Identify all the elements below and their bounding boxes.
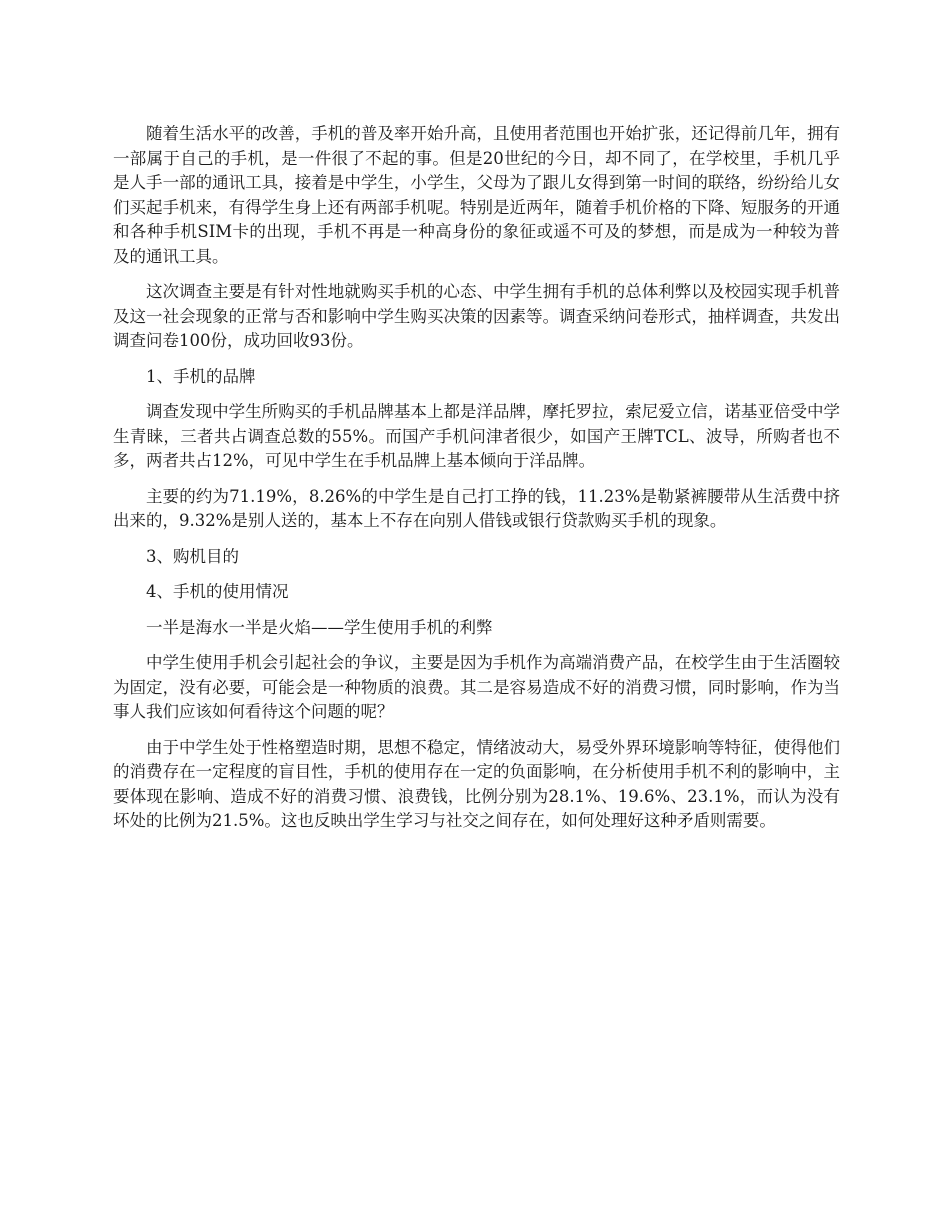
section-heading-purpose: 3、购机目的 xyxy=(146,546,239,566)
subheading-pros-cons: 一半是海水一半是火焰——学生使用手机的利弊 xyxy=(146,617,493,637)
document-body xyxy=(113,122,840,845)
intro-paragraph: 随着生活水平的改善，手机的普及率开始升高，且使用者范围也开始扩张，还记得前几年，拥有一部属于自己的手机，是一件很了不起的事。但是20世纪的今日，却不同了，在学校里，手机几乎是人手一部的通讯工具，接着是中学生，小学生，父母为了跟儿女得到第一时间的联络，纷纷给儿女们买起手机来，有得学生身上还有两部手机呢。特别是近两年，随着手机价格的下降、短服务的开通和各种手机SIM卡的出现，手机不再是一种高身份的象征或遥不可及的梦想，而是成为一种较为普及的通讯工具。 xyxy=(113,124,840,266)
section-heading-brand: 1、手机的品牌 xyxy=(146,366,256,386)
controversy-paragraph: 中学生使用手机会引起社会的争议，主要是因为手机作为高端消费产品，在校学生由于生活圈较为固定，没有必要，可能会是一种物质的浪费。其二是容易造成不好的消费习惯，同时影响，作为当事人我们应该如何看待这个问题的呢？ xyxy=(113,653,840,721)
section-heading-usage: 4、手机的使用情况 xyxy=(146,582,289,601)
impact-paragraph: 由于中学生处于性格塑造时期，思想不稳定，情绪波动大，易受外界环境影响等特征，使得他们的消费存在一定程度的盲目性，手机的使用存在一定的负面影响，在分析使用手机不利的影响中，主要体现在影响、造成不好的消费习惯、浪费钱，比例分别为28.1%、19.6%、23.1%，而认为没有坏处的比例为21.5%。这也反映出学生学习与社交之间存在，如何处理好这种矛盾则需要。 xyxy=(113,737,840,830)
survey-method-paragraph: 这次调查主要是有针对性地就购买手机的心态、中学生拥有手机的总体利弊以及校园实现手机普及这一社会现象的正常与否和影响中学生购买决策的因素等。调查采纳问卷形式，抽样调查，共发出调查问卷100份，成功回收93份。 xyxy=(113,282,840,350)
brand-paragraph: 调查发现中学生所购买的手机品牌基本上都是洋品牌，摩托罗拉，索尼爱立信，诺基亚倍受中学生青睐，三者共占调查总数的55%。而国产手机问津者很少，如国产王牌TCL、波导，所购者也不多，两者共占12%，可见中学生在手机品牌上基本倾向于洋品牌。 xyxy=(113,402,840,470)
funding-paragraph: 主要的约为71.19%，8.26%的中学生是自己打工挣的钱，11.23%是勒紧裤腰带从生活费中挤出来的，9.32%是别人送的，基本上不存在向别人借钱或银行贷款购买手机的现象。 xyxy=(113,486,840,530)
